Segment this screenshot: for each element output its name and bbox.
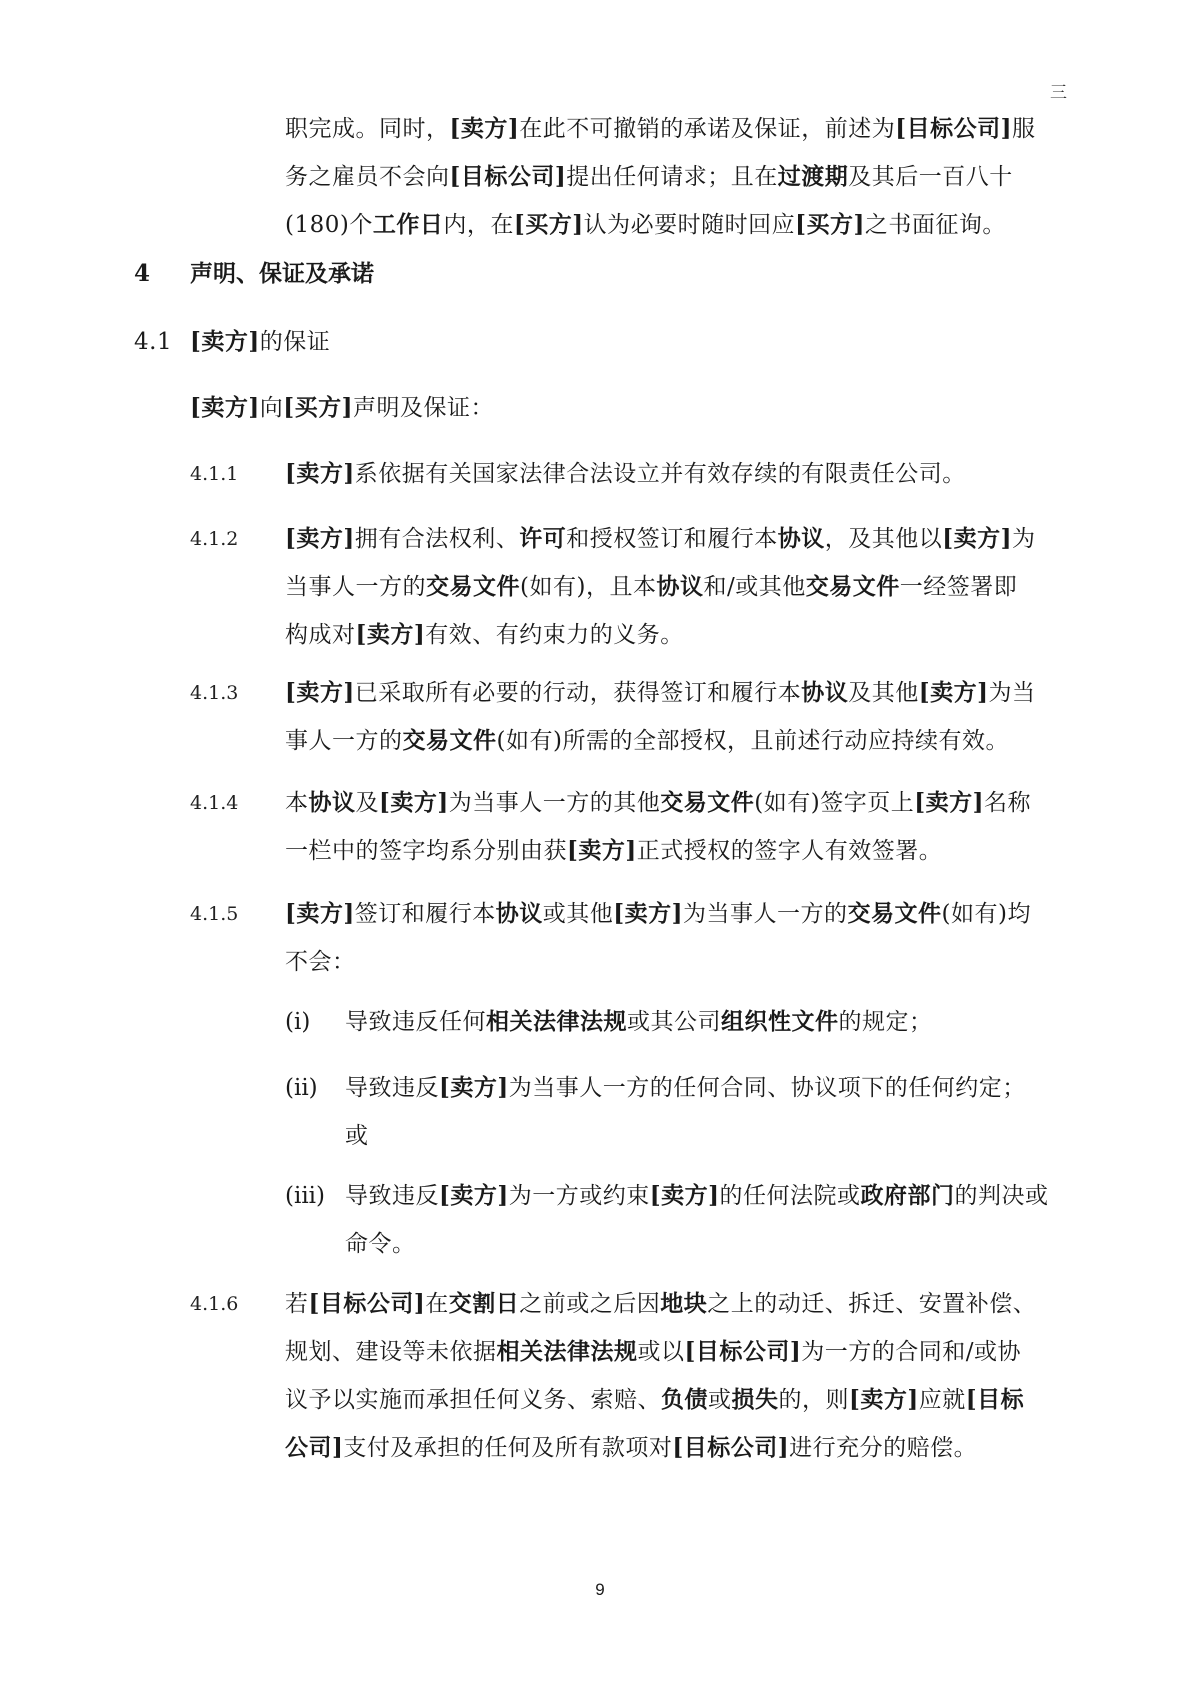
subitem-label: (iii) (285, 1183, 326, 1209)
subitem-label: (ii) (285, 1075, 318, 1101)
subitem-iii (345, 1172, 1065, 1268)
defined-term: 交易文件 (402, 727, 497, 754)
text-run: 支付及承担的任何及所有款项对 (343, 1435, 673, 1461)
clause-4-1-1 (285, 450, 1065, 498)
text-line (285, 450, 1065, 498)
defined-term: [目标公司] (684, 1338, 802, 1365)
text-line (285, 1280, 1065, 1328)
text-run: 之前或之后因 (519, 1291, 661, 1317)
text-run: 为一方的合同和/或协 (801, 1339, 1022, 1365)
text-line (345, 1064, 1065, 1112)
defined-term: [卖方] (649, 1182, 720, 1209)
text-run: 议予以实施而承担任何义务、索赔、 (285, 1387, 661, 1413)
text-run: 进行充分的赔偿。 (789, 1435, 978, 1461)
defined-term: 协议 (495, 900, 543, 927)
defined-term: [目标公司] (672, 1434, 790, 1461)
defined-term: [买方] (513, 211, 584, 238)
defined-term: 地块 (660, 1290, 708, 1317)
clause-4-1-3 (285, 669, 1065, 765)
text-run: (如有)所需的全部授权，且前述行动应持续有效。 (496, 728, 1009, 754)
text-run: 为当事人一方的其他 (448, 790, 661, 816)
defined-term: 组织性文件 (721, 1008, 839, 1035)
text-run: 的判决或 (954, 1183, 1049, 1209)
defined-term: 交易文件 (660, 789, 755, 816)
defined-term: [卖方] (567, 837, 637, 864)
defined-term: [卖方] (449, 115, 520, 142)
text-run: 不会： (285, 949, 356, 975)
section-41-number: 4.1 (134, 329, 173, 355)
text-run: 之书面征询。 (864, 212, 1006, 238)
text-line (285, 827, 1065, 875)
subitem-ii (345, 1064, 1065, 1160)
text-run: 为一方或约束 (508, 1183, 650, 1209)
text-line (285, 779, 1065, 827)
text-run: 导致违反 (345, 1183, 439, 1209)
text-run: 内，在 (443, 212, 514, 238)
page-number: 9 (595, 1580, 605, 1599)
text-run: 或其公司 (627, 1009, 721, 1035)
text-run: (如有)，且本 (520, 574, 657, 600)
text-run: 在此不可撤销的承诺及保证，前述为 (519, 116, 896, 142)
page-corner-mark: 三 (1050, 83, 1067, 103)
text-run: 为当事人一方的 (683, 901, 848, 927)
defined-term: 过渡期 (777, 163, 849, 190)
text-line (345, 1112, 1065, 1160)
defined-term: [卖方] (285, 460, 355, 487)
text-run: (180)个 (285, 212, 373, 238)
text-run: 务之雇员不会向 (285, 164, 450, 190)
text-run: 的，则 (778, 1387, 849, 1413)
text-line (285, 105, 1065, 153)
text-run: 或 (345, 1123, 369, 1149)
defined-term: 协议 (801, 679, 849, 706)
defined-term: [卖方] (942, 525, 1013, 552)
text-run: 服 (1012, 116, 1036, 142)
text-line (285, 153, 1065, 201)
text-line (285, 515, 1065, 563)
defined-term: [目标公司] (308, 1290, 426, 1317)
text-run: 正式授权的签字人有效签署。 (636, 838, 943, 864)
defined-term: [卖方] (190, 328, 260, 355)
defined-term: 交割日 (448, 1290, 520, 1317)
text-run: 认为必要时随时回应 (583, 212, 796, 238)
clause-number: 4.1.3 (190, 682, 239, 704)
text-run: 本 (285, 790, 309, 816)
text-run: 为 (1012, 526, 1036, 552)
defined-term: [卖方] (439, 1074, 509, 1101)
defined-term: [卖方] (190, 394, 260, 421)
defined-term: [卖方] (379, 789, 449, 816)
text-line (285, 890, 1065, 938)
text-run: 导致违反任何 (345, 1009, 486, 1035)
text-line (345, 1220, 1065, 1268)
defined-term: [买方] (795, 211, 865, 238)
text-run: 及其他 (848, 680, 919, 706)
defined-term: [目标公司] (449, 163, 567, 190)
text-run: ，及其他以 (824, 526, 943, 552)
defined-term: 公司] (285, 1434, 344, 1461)
defined-term: 相关法律法规 (486, 1008, 627, 1035)
text-run: (如有)均 (941, 901, 1031, 927)
text-run: 拥有合法权利、 (354, 526, 520, 552)
defined-term: [卖方] (355, 621, 426, 648)
defined-term: [卖方] (914, 789, 984, 816)
defined-term: 相关法律法规 (496, 1338, 638, 1365)
defined-term: [目标 (965, 1386, 1025, 1413)
text-line (285, 717, 1065, 765)
clause-number: 4.1.1 (190, 463, 239, 485)
intro-paragraph (285, 105, 1065, 249)
text-run: 导致违反 (345, 1075, 439, 1101)
defined-term: [买方] (283, 394, 354, 421)
section-41-lead (190, 384, 494, 432)
clause-4-1-2 (285, 515, 1065, 659)
text-run: 及 (355, 790, 379, 816)
text-run: 职完成。同时， (285, 116, 450, 142)
text-run: 为当 (988, 680, 1036, 706)
text-run: 的保证 (259, 329, 331, 355)
text-run: 事人一方的 (285, 728, 403, 754)
defined-term: 交易文件 (426, 573, 520, 600)
text-run: 或其他 (542, 901, 614, 927)
defined-term: [卖方] (285, 679, 355, 706)
defined-term: 协议 (308, 789, 356, 816)
text-run: 在 (425, 1291, 449, 1317)
text-run: 命令。 (345, 1231, 416, 1257)
text-run: 规划、建设等未依据 (285, 1339, 497, 1365)
text-line (345, 1172, 1065, 1220)
text-line (285, 1328, 1065, 1376)
text-line (345, 998, 1065, 1046)
text-run: 及其后一百八十 (848, 164, 1013, 190)
defined-term: 交易文件 (805, 573, 900, 600)
text-run: 或 (708, 1387, 732, 1413)
defined-term: 协议 (656, 573, 704, 600)
defined-term: [卖方] (285, 900, 355, 927)
defined-term: [卖方] (849, 1386, 919, 1413)
text-run: 为当事人一方的任何合同、协议项下的任何约定； (508, 1075, 1026, 1101)
section-41-title (190, 318, 330, 366)
section-4-number: 4 (134, 260, 151, 287)
clause-4-1-5 (285, 890, 1065, 986)
text-run: 和/或其他 (703, 574, 806, 600)
clause-number: 4.1.4 (190, 792, 239, 814)
text-run: 构成对 (285, 622, 356, 648)
defined-term: [卖方] (613, 900, 684, 927)
subitem-label: (i) (285, 1009, 311, 1035)
clause-4-1-6 (285, 1280, 1065, 1472)
defined-term: 工作日 (372, 211, 444, 238)
clause-4-1-4 (285, 779, 1065, 875)
defined-term: 许可 (519, 525, 567, 552)
defined-term: [卖方] (439, 1182, 509, 1209)
text-run: 一经签署即 (899, 574, 1018, 600)
text-run: 签订和履行本 (354, 901, 496, 927)
text-run: 的任何法院或 (719, 1183, 861, 1209)
defined-term: [目标公司] (895, 115, 1013, 142)
text-run: 当事人一方的 (285, 574, 426, 600)
clause-number: 4.1.2 (190, 528, 239, 550)
text-run: (如有)签字页上 (754, 790, 915, 816)
subitem-i (345, 998, 1065, 1046)
text-run: 一栏中的签字均系分别由获 (285, 838, 567, 864)
section-4-title: 声明、保证及承诺 (190, 260, 374, 287)
text-run: 的规定； (838, 1009, 933, 1035)
defined-term: 负债 (661, 1386, 708, 1413)
text-run: 或以 (637, 1339, 685, 1365)
defined-term: [卖方] (918, 679, 989, 706)
defined-term: 损失 (731, 1386, 779, 1413)
text-run: 若 (285, 1291, 309, 1317)
defined-term: 政府部门 (860, 1182, 955, 1209)
text-line (285, 1424, 1065, 1472)
clause-number: 4.1.6 (190, 1293, 239, 1315)
text-run: 名称 (983, 790, 1031, 816)
text-run: 和授权签订和履行本 (566, 526, 778, 552)
text-line (285, 1376, 1065, 1424)
clause-number: 4.1.5 (190, 903, 239, 925)
text-run: 提出任何请求；且在 (566, 164, 778, 190)
text-run: 向 (259, 395, 284, 421)
defined-term: [卖方] (285, 525, 355, 552)
text-run: 已采取所有必要的行动，获得签订和履行本 (354, 680, 802, 706)
text-run: 声明及保证： (353, 395, 495, 421)
text-run: 系依据有关国家法律合法设立并有效存续的有限责任公司。 (354, 461, 966, 487)
text-run: 之上的动迁、拆迁、安置补偿、 (707, 1291, 1037, 1317)
text-run: 应就 (918, 1387, 966, 1413)
defined-term: 交易文件 (847, 900, 942, 927)
text-line (285, 938, 1065, 986)
text-run: 有效、有约束力的义务。 (425, 622, 684, 648)
text-line (285, 201, 1065, 249)
text-line (285, 611, 1065, 659)
text-line (285, 669, 1065, 717)
defined-term: 协议 (777, 525, 825, 552)
text-line (285, 563, 1065, 611)
